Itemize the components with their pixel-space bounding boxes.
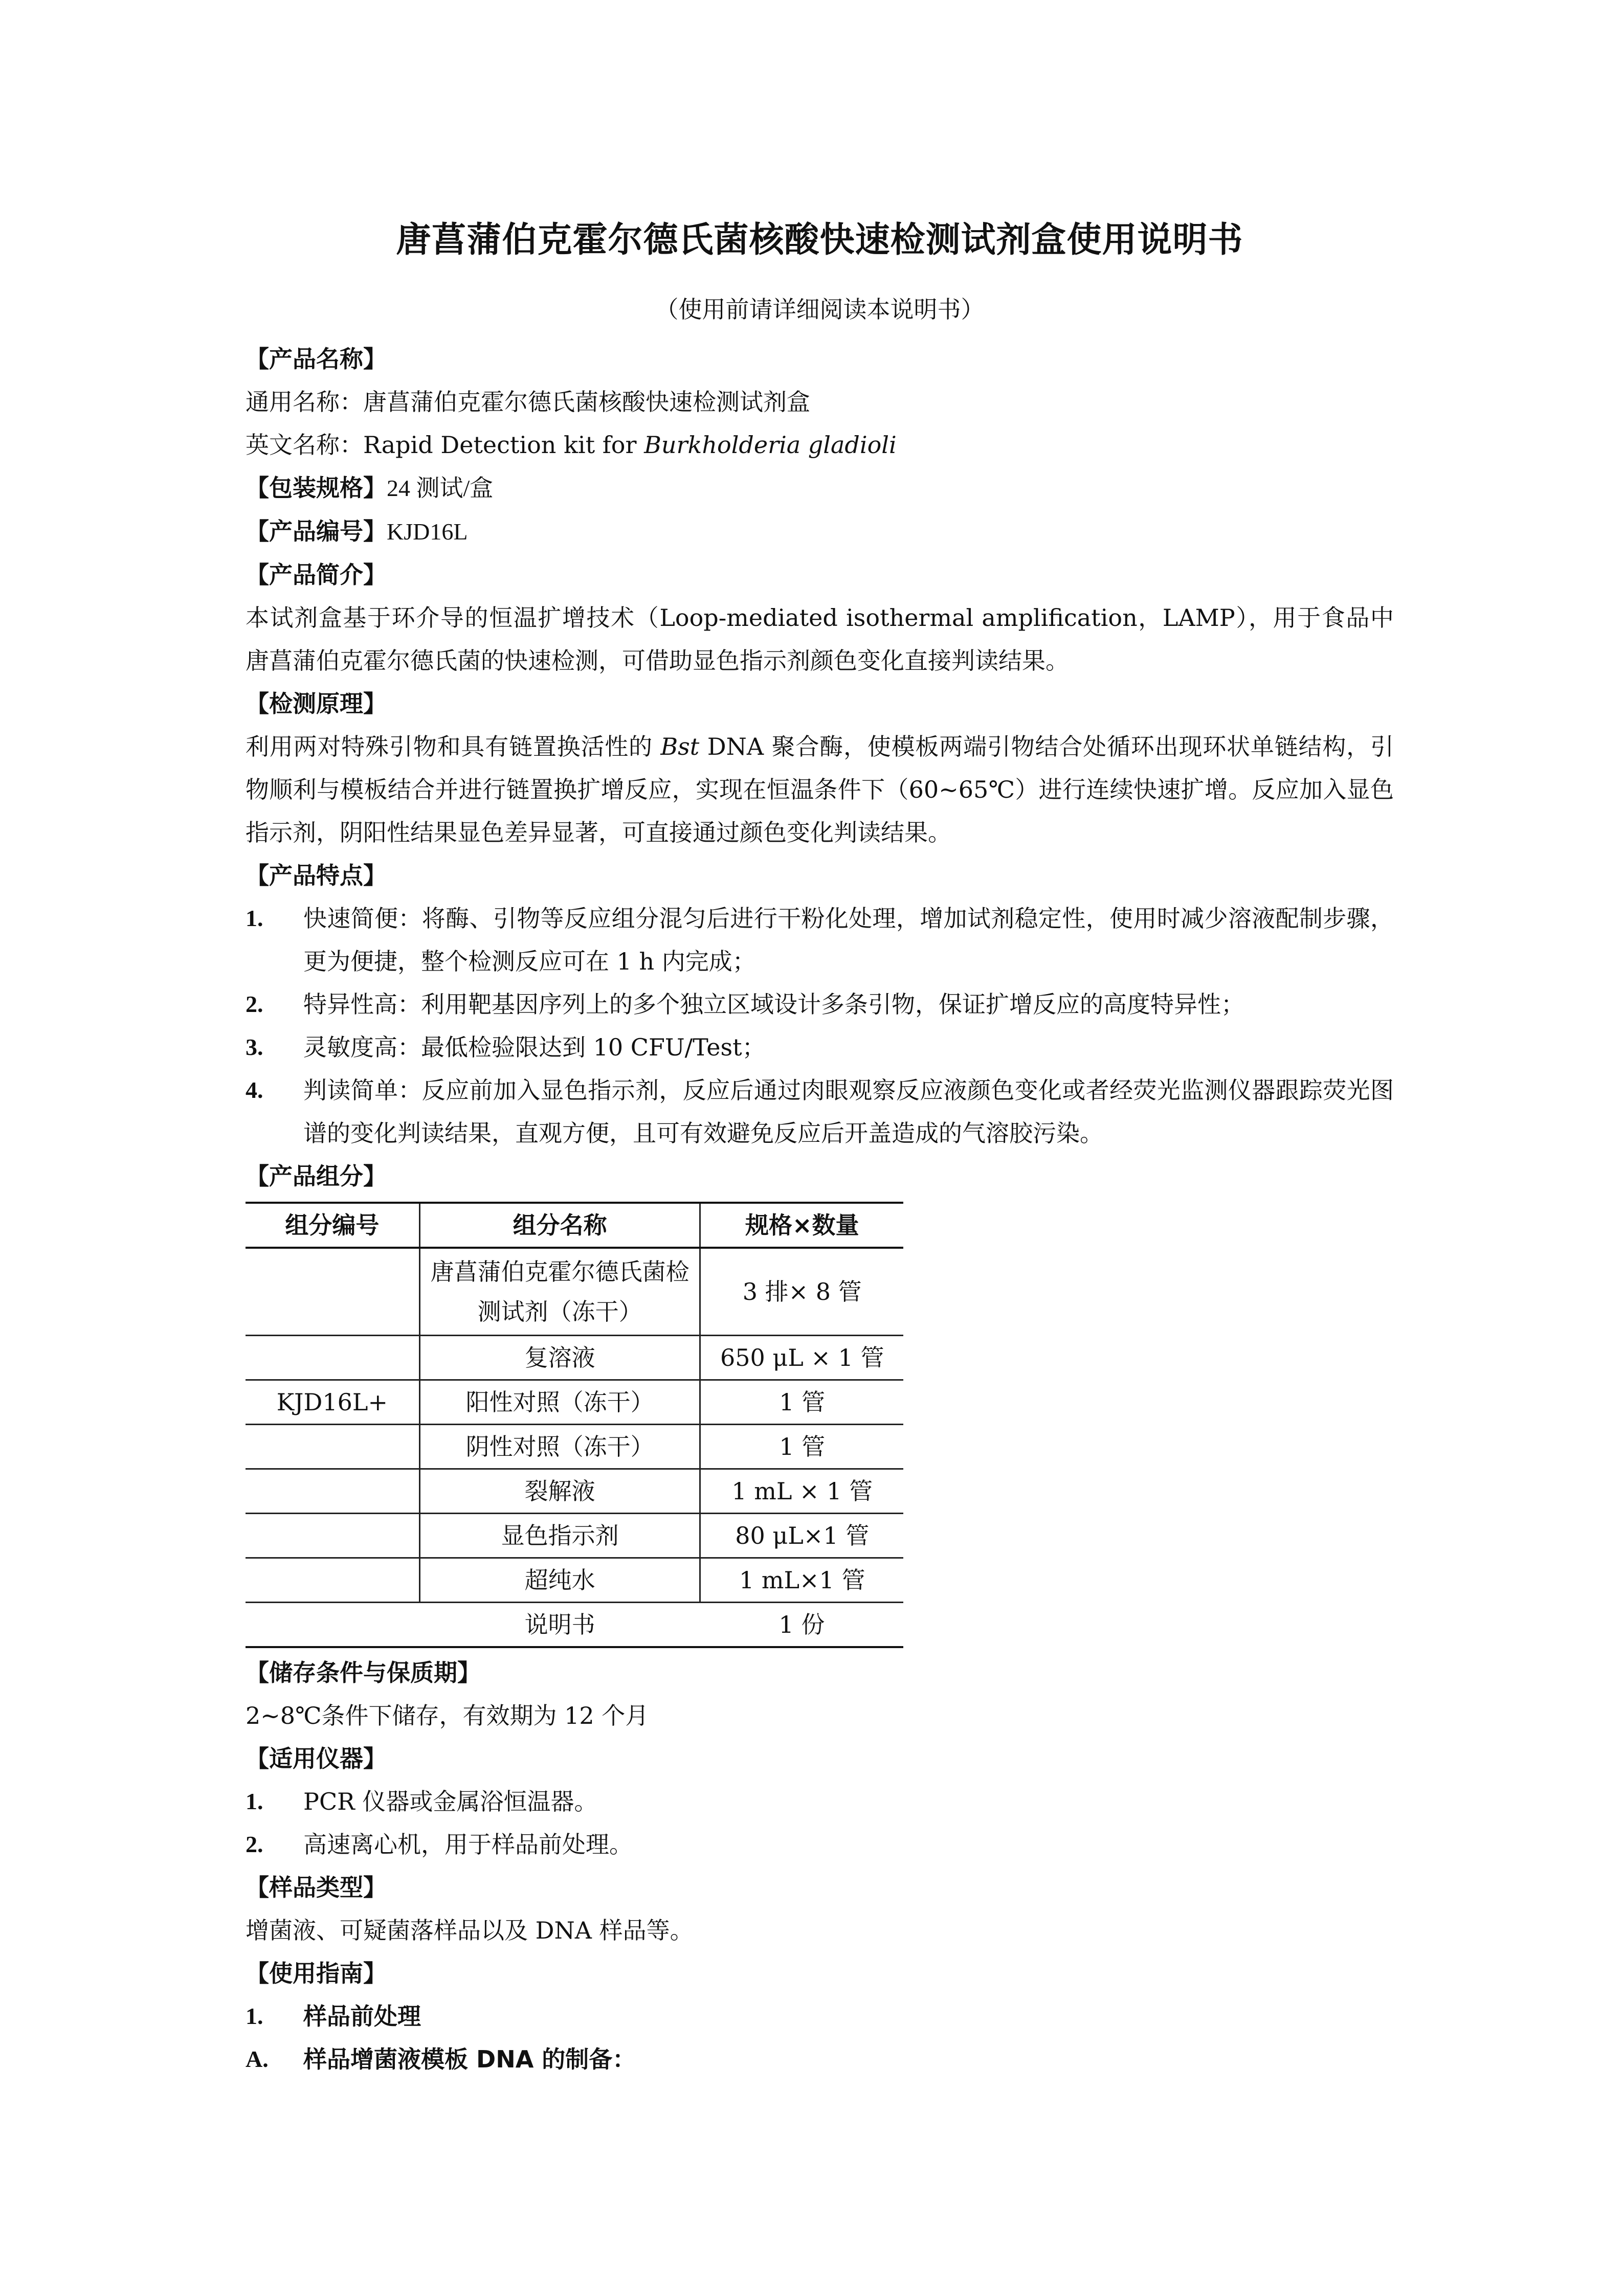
section-heading-features: 【产品特点】 <box>246 862 387 889</box>
table-cell-code <box>246 1603 419 1648</box>
features-list <box>246 897 1394 1155</box>
table-row <box>246 1248 903 1336</box>
feature-text: 灵敏度高：最低检验限达到 10 CFU/Test； <box>303 1033 766 1061</box>
principle-text <box>246 725 1394 854</box>
feature-number: 3. <box>246 1034 263 1060</box>
table-cell-name: 唐菖蒲伯克霍尔德氏菌检测试剂（冻干） <box>419 1248 700 1336</box>
table-cell-name: 说明书 <box>419 1603 700 1648</box>
feature-text: 快速简便：将酶、引物等反应组分混匀后进行干粉化处理，增加试剂稳定性，使用时减少溶液配制步骤，更为便捷，整个检测反应可在 1 h 内完成； <box>303 905 1394 975</box>
table-cell-name: 阳性对照（冻干） <box>419 1380 700 1425</box>
table-cell-spec: 3 排× 8 管 <box>700 1248 903 1336</box>
feature-text: 判读简单：反应前加入显色指示剂，反应后通过肉眼观察反应液颜色变化或者经荧光监测仪器跟踪荧光图谱的变化判读结果，直观方便，且可有效避免反应后开盖造成的气溶胶污染。 <box>303 1076 1394 1147</box>
english-name-prefix: 英文名称：Rapid Detection kit for <box>246 431 644 459</box>
feature-number: 4. <box>246 1077 263 1103</box>
section-heading-principle: 【检测原理】 <box>246 690 387 717</box>
table-cell-code <box>246 1558 419 1603</box>
table-cell-spec: 650 μL × 1 管 <box>700 1336 903 1380</box>
instrument-number: 2. <box>246 1831 263 1857</box>
instruments-list <box>246 1780 1394 1866</box>
guide-step <box>246 1995 1394 2038</box>
english-name-species: Burkholderia gladioli <box>644 431 897 459</box>
instrument-item <box>246 1823 1394 1866</box>
guide-step-number: 1. <box>246 2003 263 2029</box>
guide-substep-letter: A. <box>246 2046 269 2072</box>
intro-text: 本试剂盒基于环介导的恒温扩增技术（Loop-mediated isothermal amplification，LAMP），用于食品中唐菖蒲伯克霍尔德氏菌的快速检测，可借助显色指示剂颜色变化直接判读结果。 <box>246 604 1394 674</box>
document-subtitle: （使用前请详细阅读本说明书） <box>655 296 985 323</box>
feature-item <box>246 1069 1394 1155</box>
english-name <box>246 423 1394 466</box>
section-heading-product-name: 【产品名称】 <box>246 345 387 373</box>
storage-text: 2~8℃条件下储存，有效期为 12 个月 <box>246 1702 649 1729</box>
table-row <box>246 1514 903 1558</box>
feature-item <box>246 1026 1394 1069</box>
sample-text: 增菌液、可疑菌落样品以及 DNA 样品等。 <box>246 1917 694 1944</box>
principle-text-part1: 利用两对特殊引物和具有链置换活性的 <box>246 733 661 760</box>
table-cell-code: KJD16L+ <box>246 1380 419 1425</box>
table-cell-code <box>246 1514 419 1558</box>
feature-item <box>246 983 1394 1026</box>
table-row <box>246 1558 903 1603</box>
guide-step-text: 样品前处理 <box>303 2002 421 2030</box>
table-cell-name: 复溶液 <box>419 1336 700 1380</box>
table-cell-spec: 1 份 <box>700 1603 903 1648</box>
table-row <box>246 1380 903 1425</box>
table-cell-name: 阴性对照（冻干） <box>419 1425 700 1469</box>
table-cell-spec: 1 管 <box>700 1425 903 1469</box>
table-row <box>246 1336 903 1380</box>
package-spec-line <box>246 466 1394 510</box>
table-cell-name: 裂解液 <box>419 1469 700 1514</box>
principle-text-part2: DNA 聚合酶，使模板两端引物结合处循环出现环状单链结构，引物顺利与模板结合并进行链置换扩增反应，实现在恒温条件下（60~65℃）进行连续快速扩增。反应加入显色指示剂，阴阳性结果显色差异显著，可直接通过颜色变化判读结果。 <box>246 733 1394 846</box>
table-cell-name: 显色指示剂 <box>419 1514 700 1558</box>
generic-name: 通用名称：唐菖蒲伯克霍尔德氏菌核酸快速检测试剂盒 <box>246 388 810 416</box>
column-header-spec: 规格×数量 <box>700 1203 903 1248</box>
document-page <box>246 215 1394 2081</box>
feature-text: 特异性高：利用靶基因序列上的多个独立区域设计多条引物，保证扩增反应的高度特异性； <box>303 991 1244 1018</box>
section-heading-instruments: 【适用仪器】 <box>246 1745 387 1772</box>
instrument-text: PCR 仪器或金属浴恒温器。 <box>303 1788 598 1815</box>
feature-number: 2. <box>246 991 263 1017</box>
components-table <box>246 1202 903 1648</box>
table-cell-spec: 1 管 <box>700 1380 903 1425</box>
guide-substep <box>246 2038 1394 2081</box>
feature-item <box>246 897 1394 983</box>
section-heading-storage: 【储存条件与保质期】 <box>246 1659 481 1686</box>
table-row <box>246 1425 903 1469</box>
feature-number: 1. <box>246 905 263 931</box>
section-heading-components: 【产品组分】 <box>246 1162 387 1190</box>
table-cell-code <box>246 1248 419 1336</box>
section-heading-code: 【产品编号】 <box>246 517 387 545</box>
section-heading-intro: 【产品简介】 <box>246 561 387 589</box>
instrument-number: 1. <box>246 1788 263 1814</box>
table-cell-code <box>246 1336 419 1380</box>
column-header-code: 组分编号 <box>246 1203 419 1248</box>
table-cell-spec: 80 μL×1 管 <box>700 1514 903 1558</box>
table-cell-spec: 1 mL×1 管 <box>700 1558 903 1603</box>
table-header-row <box>246 1203 903 1248</box>
table-cell-code <box>246 1469 419 1514</box>
table-row <box>246 1603 903 1648</box>
table-row <box>246 1469 903 1514</box>
guide-substep-text: 样品增菌液模板 DNA 的制备： <box>303 2045 636 2073</box>
section-heading-guide: 【使用指南】 <box>246 1960 387 1987</box>
principle-enzyme-italic: Bst <box>660 733 700 760</box>
product-code-line <box>246 510 1394 553</box>
table-cell-code <box>246 1425 419 1469</box>
column-header-name: 组分名称 <box>419 1203 700 1248</box>
section-heading-sample: 【样品类型】 <box>246 1874 387 1901</box>
package-value: 24 测试/盒 <box>387 475 494 501</box>
instrument-text: 高速离心机，用于样品前处理。 <box>303 1831 633 1858</box>
table-cell-spec: 1 mL × 1 管 <box>700 1469 903 1514</box>
document-title: 唐菖蒲伯克霍尔德氏菌核酸快速检测试剂盒使用说明书 <box>396 220 1243 260</box>
section-heading-package: 【包装规格】 <box>246 474 387 502</box>
product-code-value: KJD16L <box>387 519 468 545</box>
table-cell-name: 超纯水 <box>419 1558 700 1603</box>
instrument-item <box>246 1780 1394 1823</box>
